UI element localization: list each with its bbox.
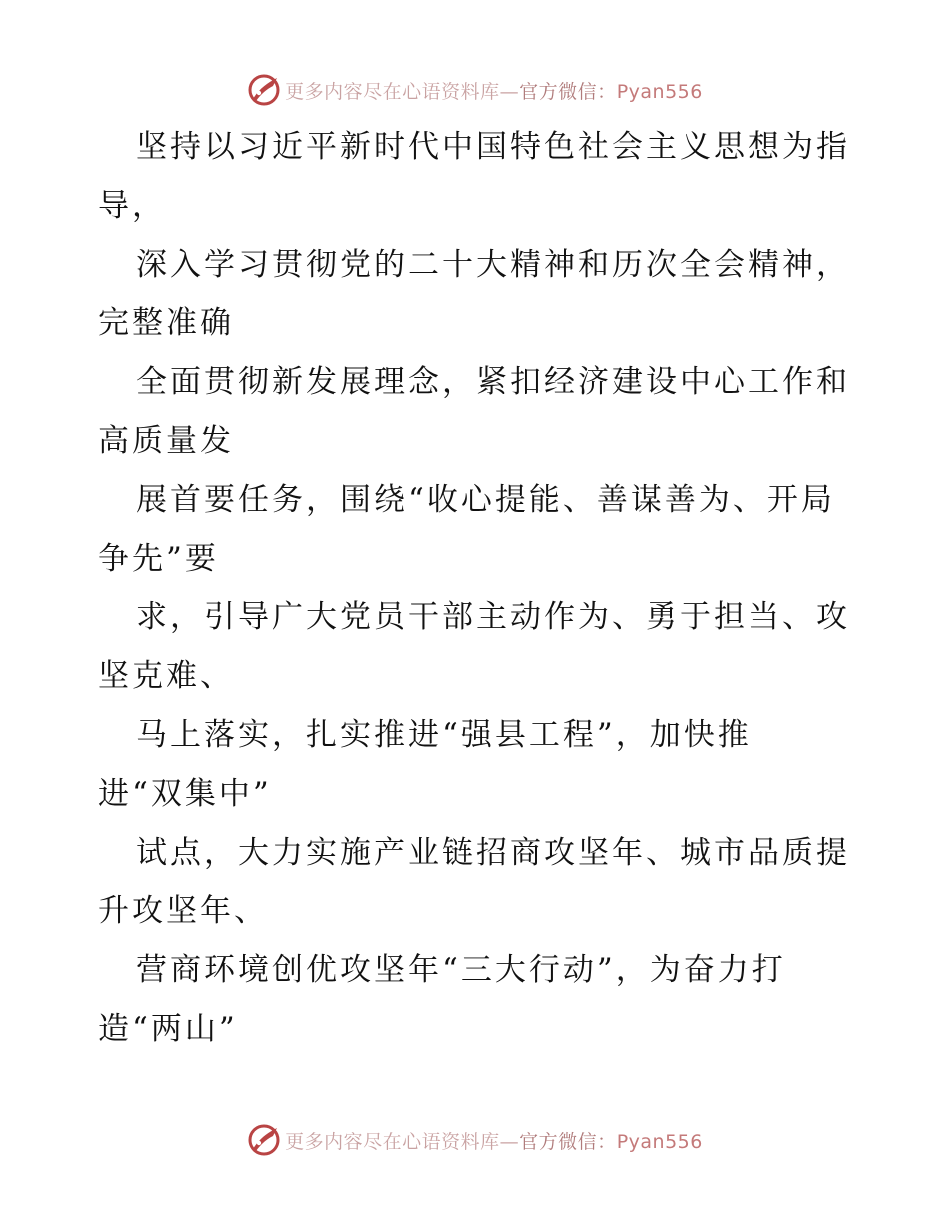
text-line-16: 造“两山”	[98, 1010, 238, 1047]
pen-logo-icon	[247, 1123, 281, 1157]
text-line-4: 完整准确	[98, 305, 234, 342]
footer-banner-separator: —	[499, 1130, 520, 1153]
footer-banner-main: 更多内容尽在心语资料库	[285, 1130, 500, 1153]
header-banner-sub: 官方微信：	[519, 80, 617, 103]
text-line-7: 展首要任务，围绕“收心提能、善谋善为、开局	[136, 481, 835, 518]
text-line-14: 升攻坚年、	[98, 893, 268, 930]
text-line-1: 坚持以习近平新时代中国特色社会主义思想为指	[136, 129, 850, 165]
footer-banner-sub: 官方微信：	[519, 1130, 617, 1153]
document-body	[98, 118, 858, 1059]
header-banner-main: 更多内容尽在心语资料库	[285, 80, 500, 103]
text-line-11: 马上落实，扎实推进“强县工程”，加快推	[136, 716, 752, 753]
text-line-12: 进“双集中”	[98, 775, 272, 812]
footer-banner	[0, 1120, 950, 1160]
pen-logo-icon	[247, 73, 281, 107]
text-line-9: 求，引导广大党员干部主动作为、勇于担当、攻	[136, 599, 850, 636]
footer-banner-text	[285, 1127, 703, 1154]
header-banner	[0, 70, 950, 110]
text-line-10: 坚克难、	[98, 658, 234, 695]
text-line-8: 争先”要	[98, 540, 219, 577]
text-line-3: 深入学习贯彻党的二十大精神和历次全会精神，	[136, 246, 850, 283]
text-line-13: 试点，大力实施产业链招商攻坚年、城市品质提	[136, 834, 850, 871]
text-line-5: 全面贯彻新发展理念，紧扣经济建设中心工作和	[136, 364, 850, 401]
text-line-6: 高质量发	[98, 422, 234, 459]
header-banner-text	[285, 77, 703, 104]
footer-banner-id: Pyan556	[616, 1130, 703, 1153]
text-line-2: 导，	[98, 187, 166, 224]
text-line-15: 营商环境创优攻坚年“三大行动”，为奋力打	[136, 952, 786, 989]
header-banner-separator: —	[499, 80, 520, 103]
header-banner-id: Pyan556	[616, 80, 703, 103]
